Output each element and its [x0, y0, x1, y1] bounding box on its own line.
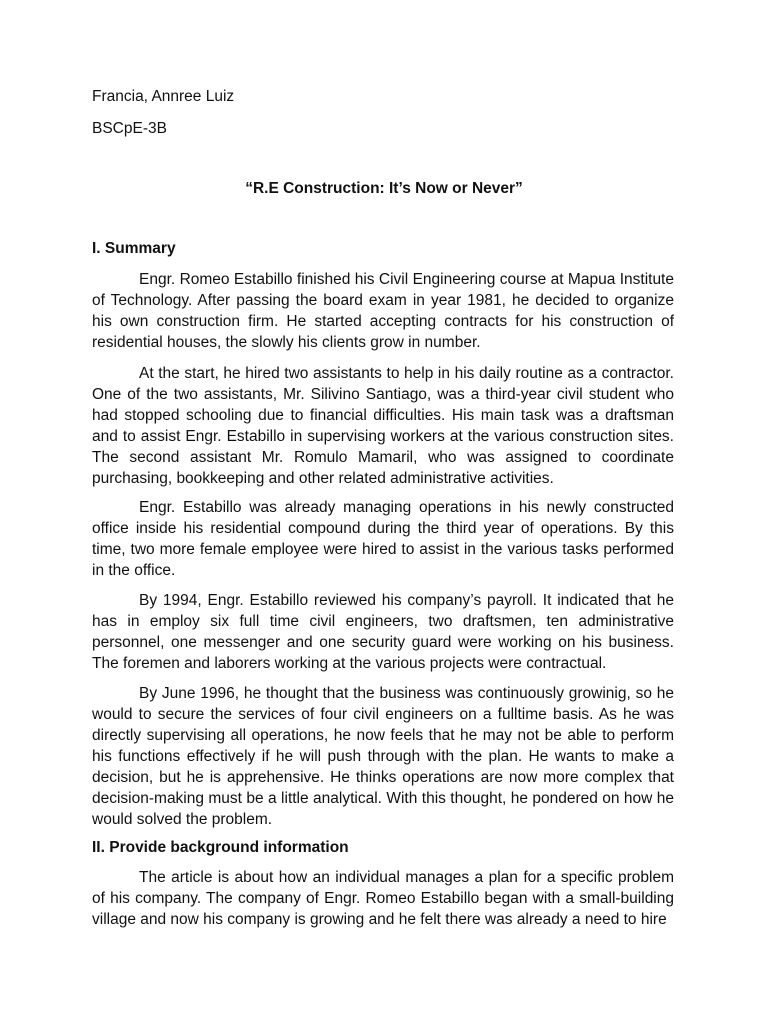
summary-paragraph: At the start, he hired two assistants to help in his daily routine as a contractor. One of the two assistants, Mr. Silivino Santiago, was a third-year civil student who had stopped schooling due to financial difficulties. His main task was a draftsman and to assist Engr. Estabillo in supervising workers at the various construction sites. The second assistant Mr. Romulo Mamaril, who was assigned to coordinate purchasing, bookkeeping and other related administrative activities. — [92, 365, 674, 487]
class-section: BSCpE-3B — [92, 120, 167, 137]
background-paragraph: The article is about how an individual manages a plan for a specific problem of his company. The company of Engr. Romeo Estabillo began with a small-building village and now his company is growing and he felt there was already a need to hire — [92, 869, 674, 928]
document-title: “R.E Construction: It’s Now or Never” — [245, 180, 523, 197]
summary-paragraph: Engr. Estabillo was already managing operations in his newly constructed office inside his residential compound during the third year of operations. By this time, two more female employee were hired to assist in the various tasks performed in the office. — [92, 499, 674, 579]
summary-paragraph: By June 1996, he thought that the business was continuously growinig, so he would to secure the services of four civil engineers on a fulltime basis. As he was directly supervising all operations, he now feels that he may not be able to perform his functions effectively if he will push through with the plan. He wants to make a decision, but he is apprehensive. He thinks operations are now more complex that decision-making must be a little analytical. With this thought, he pondered on how he would solved the problem. — [92, 685, 674, 828]
section-heading-summary: I. Summary — [92, 240, 176, 257]
author-name: Francia, Annree Luiz — [92, 88, 235, 105]
summary-paragraph: By 1994, Engr. Estabillo reviewed his company’s payroll. It indicated that he has in employ six full time civil engineers, two draftsmen, ten administrative personnel, one messenger and one security guard were working on his business. The foremen and laborers working at the various projects were contractual. — [92, 592, 674, 672]
summary-paragraph: Engr. Romeo Estabillo finished his Civil Engineering course at Mapua Institute of Technology. After passing the board exam in year 1981, he decided to organize his own construction firm. He started accepting contracts for his construction of residential houses, the slowly his clients grow in number. — [92, 271, 674, 351]
section-heading-background: II. Provide background information — [92, 839, 349, 856]
